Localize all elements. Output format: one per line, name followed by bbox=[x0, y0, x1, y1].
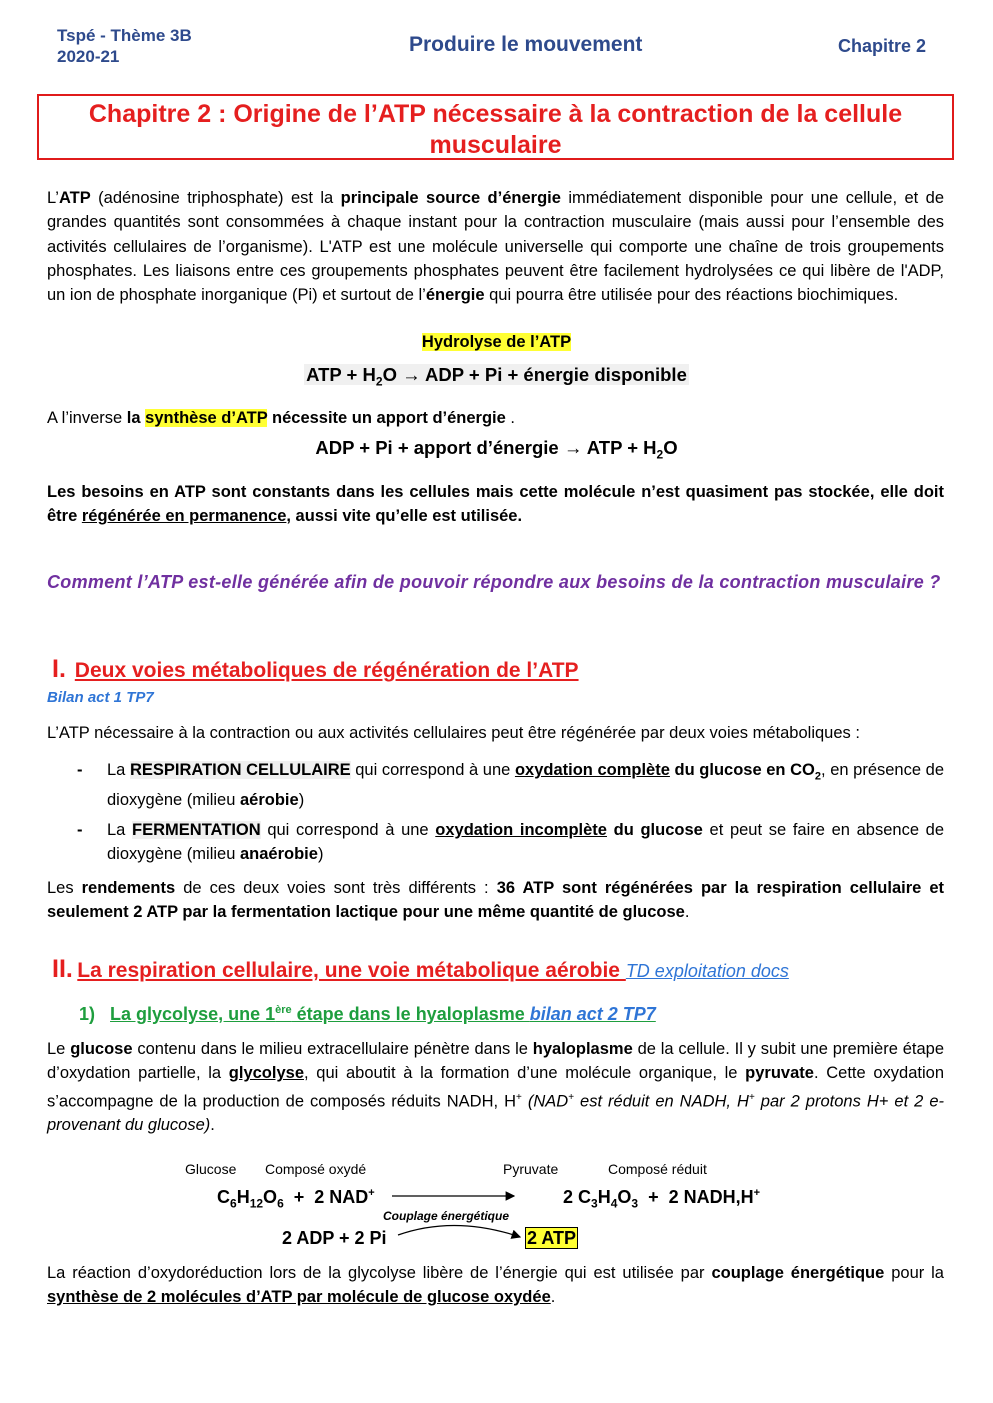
label-compose-oxyde: Composé oxydé bbox=[265, 1161, 367, 1177]
section-2-heading: II. La respiration cellulaire, une voie métabolique aérobie TD exploitation docs bbox=[52, 955, 789, 983]
section-1-intro: L’ATP nécessaire à la contraction ou aux activités cellulaires peut être régénérée par deux voies métaboliques : bbox=[47, 724, 860, 742]
header-chapter: Chapitre 2 bbox=[838, 36, 927, 56]
subsection-1-link[interactable]: bilan act 2 TP7 bbox=[529, 1004, 656, 1024]
label-pyruvate: Pyruvate bbox=[503, 1161, 559, 1177]
besoins-paragraph: Les besoins en ATP sont constants dans les cellules mais cette molécule n’est quasiment pas stockée, elle doit être régénérée en permanence, aussi vite qu’elle est utilisée. bbox=[47, 483, 944, 526]
adp-pi: 2 ADP + 2 Pi bbox=[282, 1228, 387, 1248]
hydrolyse-label: Hydrolyse de l’ATP bbox=[421, 333, 572, 351]
glycolyse-paragraph: Le glucose contenu dans le milieu extracellulaire pénètre dans le hyaloplasme de la cellule. Il y subit une première étape d’oxydation partielle, la glycolyse, qui aboutit à la formation d’une molécule organique, le pyruvate. Cette oxydation s’accompagne de la production de composés réduits NADH, H+ (NAD+ est réduit en NADH, H+ par 2 protons H+ et 2 e- provenant du glucose). bbox=[47, 1040, 945, 1135]
atp-product: 2 ATP bbox=[527, 1228, 577, 1248]
subsection-1-heading: 1) La glycolyse, une 1ère étape dans le hyaloplasme bilan act 2 TP7 bbox=[79, 1004, 656, 1024]
bullet-fermentation: - La FERMENTATION qui correspond à une oxydation incomplète du glucose et peut se faire en absence de dioxygène (milieu anaérobie) bbox=[77, 821, 945, 863]
label-compose-reduit: Composé réduit bbox=[608, 1161, 707, 1177]
reaction-reactants: $C_6H_{12}O_6 + 2$ NAD+ bbox=[217, 1187, 375, 1211]
equation-hydrolyse: ATP + $H_2O$ → ADP + Pi + énergie disponible bbox=[306, 364, 687, 389]
header-year: 2020-21 bbox=[57, 47, 120, 66]
intro-paragraph: L’ATP (adénosine triphosphate) est la principale source d’énergie immédiatement disponible pour une cellule, et de grandes quantités sont consommées à chaque instant pour la contraction musculaire (mais aussi pour l’ensemble des activités cellulaires de l’organisme). L'ATP est une molécule universelle qui comporte une chaîne de trois groupements phosphates. Les liaisons entre ces groupements phosphates peuvent être facilement hydrolysées ce qui libère de l'ADP, un ion de phosphate inorganique (Pi) et surtout de l’énergie qui pourra être utilisée pour des réactions biochimiques. bbox=[47, 189, 945, 305]
header-subject: Produire le mouvement bbox=[409, 33, 643, 56]
final-paragraph: La réaction d’oxydoréduction lors de la glycolyse libère de l’énergie qui est utilisée par couplage énergétique pour la synthèse de 2 molécules d’ATP par molécule de glucose oxydée. bbox=[47, 1264, 944, 1307]
section-2-link[interactable]: TD exploitation docs bbox=[625, 961, 789, 981]
section-1-bilan: Bilan act 1 TP7 bbox=[47, 689, 154, 706]
reaction-products: 2 $C_3H_4O_3 + 2$ NADH,H+ bbox=[563, 1187, 761, 1211]
section-1-heading: I. Deux voies métaboliques de régénération de l’ATP bbox=[52, 655, 579, 683]
chapter-title: Chapitre 2 : Origine de l’ATP nécessaire à la contraction de la cellule musculaire bbox=[37, 94, 954, 160]
couplage-label: Couplage énergétique bbox=[383, 1209, 510, 1223]
equation-synthese: ADP + Pi + apport d’énergie → ATP + $H_2O$ bbox=[315, 437, 678, 462]
label-glucose: Glucose bbox=[185, 1161, 237, 1177]
bullet-respiration: - La RESPIRATION CELLULAIRE qui correspond à une oxydation complète du glucose en $CO_2$, en présence de dioxygène (milieu aérobie) bbox=[77, 761, 944, 810]
header-theme bbox=[57, 25, 192, 67]
inverse-paragraph: A l’inverse la synthèse d’ATP nécessite un apport d’énergie . bbox=[47, 409, 515, 427]
problem-question: Comment l’ATP est-elle générée afin de pouvoir répondre aux besoins de la contraction musculaire ? bbox=[47, 572, 941, 592]
rendements-paragraph: Les rendements de ces deux voies sont très différents : 36 ATP sont régénérées par la respiration cellulaire et seulement 2 ATP par la fermentation lactique pour une même quantité de glucose. bbox=[47, 879, 945, 922]
header-theme-line1: Tspé - Thème 3B bbox=[57, 26, 192, 45]
coupling-arrow bbox=[398, 1225, 520, 1237]
